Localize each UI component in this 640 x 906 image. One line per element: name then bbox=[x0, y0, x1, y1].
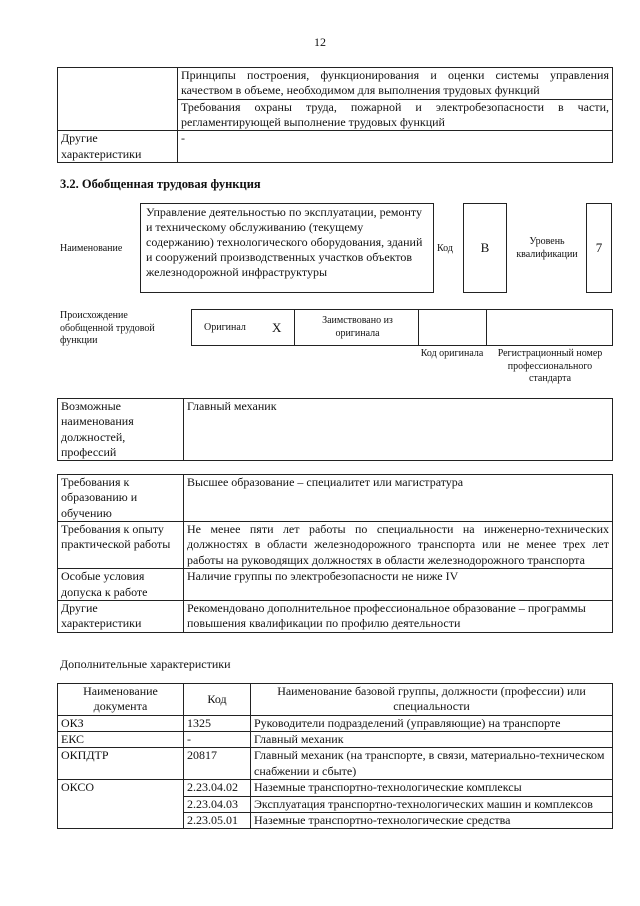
origin-box bbox=[191, 309, 613, 346]
divider bbox=[486, 310, 487, 345]
table-cell: Рекомендовано дополнительное профессиональное образование – программы повышения квалификации по профилю деятельности bbox=[184, 600, 613, 632]
divider bbox=[418, 310, 419, 345]
function-name-box: Управление деятельностью по эксплуатации, ремонту и техническому обслуживанию (текущему содержанию) технологического оборудования, зданий и сооружений производственных участков объектов железнодорожной инфраструктуры bbox=[140, 203, 434, 293]
divider bbox=[294, 310, 295, 345]
table-cell: Требования к образованию и обучению bbox=[58, 475, 184, 522]
origin-label: Происхождение обобщенной трудовой функции bbox=[60, 310, 155, 346]
table-cell: 20817 bbox=[184, 748, 251, 780]
table-row bbox=[58, 600, 613, 632]
table-row bbox=[58, 475, 613, 522]
code-value-box: B bbox=[463, 203, 507, 293]
section-heading: 3.2. Обобщенная трудовая функция bbox=[60, 177, 261, 191]
table-cell: Не менее пяти лет работы по специальности на инженерно-технических должностях в области железнодорожного транспорта или не менее трех лет работы на руководящих должностях в области железнодорожного транспорта bbox=[184, 522, 613, 569]
header-cell: Наименование документа bbox=[58, 684, 184, 716]
header-cell: Наименование базовой группы, должности (профессии) или специальности bbox=[251, 684, 613, 716]
table-row bbox=[58, 68, 613, 100]
table-cell: ОКЗ bbox=[58, 715, 184, 731]
positions-table bbox=[57, 398, 613, 461]
table-cell: Главный механик bbox=[184, 399, 613, 461]
table-cell: - bbox=[184, 732, 251, 748]
table-cell: Главный механик bbox=[251, 732, 613, 748]
table-row bbox=[58, 569, 613, 601]
table-row bbox=[58, 131, 613, 163]
name-label: Наименование bbox=[60, 243, 123, 254]
original-label: Оригинал bbox=[204, 322, 246, 333]
table-cell: 2.23.05.01 bbox=[184, 812, 251, 828]
code-label: Код bbox=[437, 243, 453, 254]
table-row bbox=[58, 715, 613, 731]
orig-code-label: Код оригинала bbox=[420, 348, 484, 359]
table-cell: Возможные наименования должностей, профессий bbox=[58, 399, 184, 461]
level-label: Уровень квалификации bbox=[516, 236, 578, 260]
additional-title: Дополнительные характеристики bbox=[60, 657, 231, 671]
table-cell: Особые условия допуска к работе bbox=[58, 569, 184, 601]
table-cell: Другие характеристики bbox=[58, 131, 178, 163]
table-cell: Наземные транспортно-технологические комплексы bbox=[251, 780, 613, 796]
table-cell: ЕКС bbox=[58, 732, 184, 748]
top-table bbox=[57, 67, 613, 163]
table-cell: Высшее образование – специалитет или магистратура bbox=[184, 475, 613, 522]
table-cell: Руководители подразделений (управляющие) на транспорте bbox=[251, 715, 613, 731]
table-cell: Наземные транспортно-технологические средства bbox=[251, 812, 613, 828]
table-row bbox=[58, 780, 613, 796]
table-cell: ОКПДТР bbox=[58, 748, 184, 780]
reg-number-label: Регистрационный номер профессионального стандарта bbox=[497, 348, 603, 384]
requirements-table bbox=[57, 474, 613, 633]
table-cell: 2.23.04.03 bbox=[184, 796, 251, 812]
table-cell: Главный механик (на транспорте, в связи, материально-техническом снабжении и сбыте) bbox=[251, 748, 613, 780]
borrowed-label: Заимствовано из оригинала bbox=[322, 315, 393, 339]
table-row bbox=[58, 399, 613, 461]
level-value-box: 7 bbox=[586, 203, 612, 293]
table-cell: 1325 bbox=[184, 715, 251, 731]
page-number: 12 bbox=[314, 35, 326, 49]
table-cell: Эксплуатация транспортно-технологических машин и комплексов bbox=[251, 796, 613, 812]
original-mark: X bbox=[272, 320, 282, 335]
table-cell: ОКСО bbox=[58, 780, 184, 829]
table-row bbox=[58, 522, 613, 569]
table-cell: Требования к опыту практической работы bbox=[58, 522, 184, 569]
top-table-label-cell bbox=[58, 68, 178, 131]
table-row bbox=[58, 732, 613, 748]
table-cell: Другие характеристики bbox=[58, 600, 184, 632]
table-cell: 2.23.04.02 bbox=[184, 780, 251, 796]
table-header-row bbox=[58, 684, 613, 716]
table-cell: - bbox=[178, 131, 613, 163]
table-row bbox=[58, 748, 613, 780]
additional-table bbox=[57, 683, 613, 829]
header-cell: Код bbox=[184, 684, 251, 716]
table-cell: Требования охраны труда, пожарной и электробезопасности в части, регламентирующей выполнение трудовых функций bbox=[178, 99, 613, 131]
table-cell: Наличие группы по электробезопасности не ниже IV bbox=[184, 569, 613, 601]
table-cell: Принципы построения, функционирования и оценки системы управления качеством в объеме, необходимом для выполнения трудовых функций bbox=[178, 68, 613, 100]
